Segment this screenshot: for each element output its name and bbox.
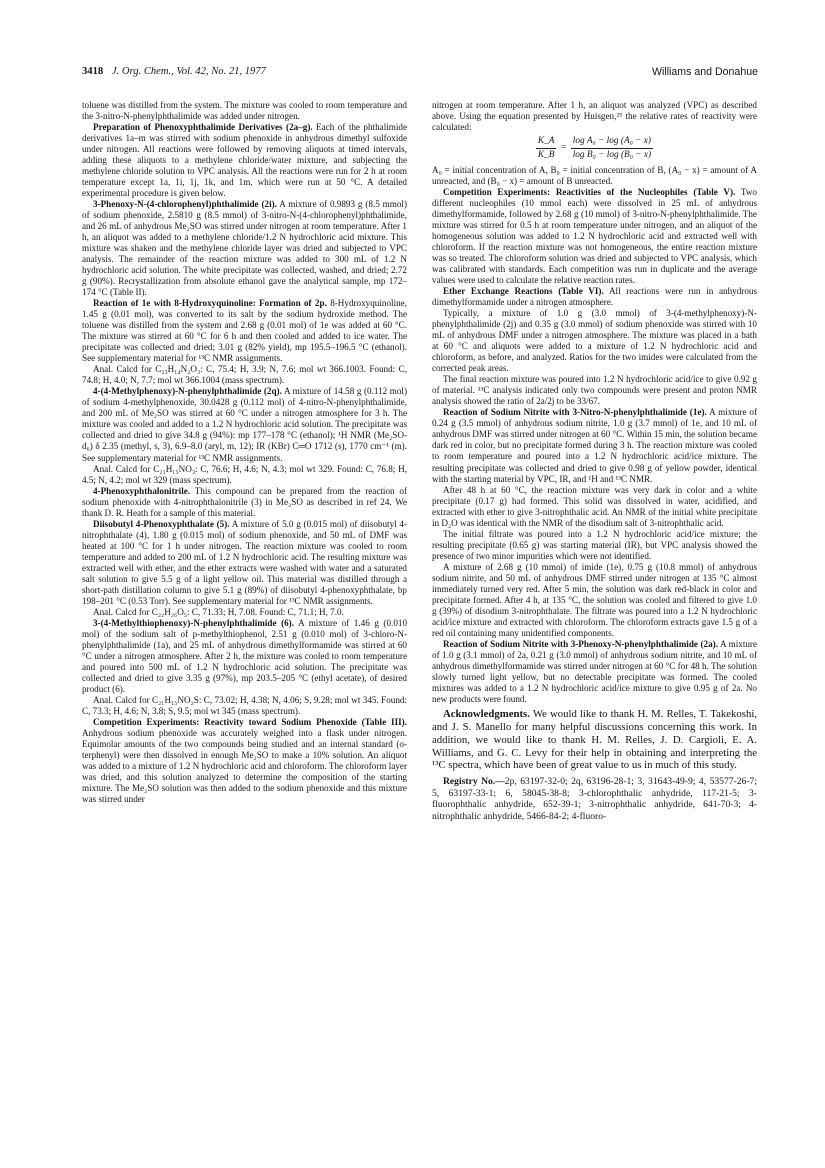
rate-intro-paragraph: nitrogen at room temperature. After 1 h, an aliquot was analyzed (VPC) as described above. Using the equation presented by Huisgen,²⁵ the relative rates of reactivity were calculated: — [432, 100, 757, 133]
paragraph-heading: Reaction of 1e with 8-Hydroxyquinoline: Formation of 2p. — [93, 298, 327, 309]
paragraph-text: This compound can be prepared from the reaction of sodium phenoxide with 4-nitrophthalonitrile (3) in Me₂SO as described in ref 24. We thank D. R. Heath for a sample of this material. — [82, 485, 407, 518]
running-head-authors: Williams and Donahue — [652, 66, 758, 78]
left-column — [82, 100, 407, 805]
paragraph — [432, 286, 757, 308]
acknowledgments-text: We would like to thank H. M. Relles, T. Takekoshi, and J. S. Manello for many helpful discussions concerning this work. In addition, we would like to thank H. M. Relles, J. D. Cargioli, E. A. Williams, and G. C. Levy for their help in obtaining and interpreting the ¹³C spectra, which have been of great value to us in much of this study. — [432, 707, 757, 772]
paragraph — [82, 364, 407, 386]
paragraph-heading: Competition Experiments: Reactivities of the Nucleophiles (Table V). — [443, 187, 736, 198]
paragraph-heading: Competition Experiments: Reactivity toward Sodium Phenoxide (Table III). — [93, 716, 407, 727]
paragraph-text: Typically, a mixture of 1.0 g (3.0 mmol) of 3-(4-methylphenoxy)-N-phenylphthalimide (2j) and 0.35 g (3.0 mmol) of sodium phenoxide was stirred with 10 mL of anhydrous DMF under a nitrogen atmosphere. The mixture was placed in a bath at 60 °C and aliquots were added to a mixture of 1.2 N hydrochloric acid and chloroform, as before, and analyzed. Ratios for the two imides were calculated from the corrected peak areas. — [432, 308, 757, 374]
journal-citation: J. Org. Chem., Vol. 42, No. 21, 1977 — [111, 66, 266, 77]
paragraph-text: A mixture of 5.0 g (0.015 mol) of diisobutyl 4-nitrophthalate (4), 1.80 g (0.015 mol) of sodium phenoxide, and 50 mL of DMF was heated at 100 °C for 1 h under nitrogen. The reaction mixture was cooled to room temperature and added to 200 mL of 1.2 N hydrochloric acid. The resulting mixture was extracted well with ether, and the ether extracts were washed with water and a saturated salt solution to give 5.5 g of a light yellow oil. This material was distilled through a short-path distillation column to give 5.1 g (89%) of diisobutyl 4-phenoxyphthalate, bp 198–201 °C (0.53 Torr). See supplementary material for ¹³C NMR assignments. — [82, 518, 408, 606]
paragraph-text: Each of the phthalimide derivatives 1a–m was stirred with sodium phenoxide in anhydrous dimethyl sulfoxide under nitrogen. All reactions were followed by removing aliquots at timed intervals, adding these aliquots to a methylene chloride/water mixture, and subjecting the methylene chloride solution to VPC analysis. All the reactions were run for 2 h at room temperature except 1a, 1i, 1j, 1k, and 1m, which were run at 50 °C. A detailed experimental procedure is given below. — [82, 122, 408, 199]
paragraph — [82, 122, 407, 199]
paragraph-text: A mixture of 0.9893 g (8.5 mmol) of sodium phenoxide, 2.5810 g (8.5 mmol) of 3-nitro-N-(4-chlorophenyl)phthalimide, and 26 mL of anhydrous Me₂SO was stirred under nitrogen at room temperature. After 1 h, an aliquot was added to a methylene chloride/1.2 N hydrochloric acid mixture. This mixture was shaken and the methylene chloride layer was dried and subjected to VPC analysis. The remainder of the reaction mixture was added to 300 mL of 1.2 N hydrochloric acid solution. The white precipitate was collected, washed, and dried; 2.72 g (90%). Recrystallization from absolute ethanol gave the analytical sample, mp 172–174 °C (Table II). — [82, 199, 407, 298]
paragraph-text: A mixture of 0.24 g (3.5 mmol) of anhydrous sodium nitrite, 1.0 g (3.7 mmol) of 1e, and 10 mL of anhydrous DMF was stirred under nitrogen at 60 °C. Within 15 min, the solution became dark red in color, but no precipitate formed during 3 h. The reaction mixture was cooled to room temperature and poured into a 1.2 N hydrochloric acid/ice mixture. The resulting precipitate was collected and dried to give 0.98 g of yellow powder, identical with the starting material by VPC, IR, and ¹H and ¹³C NMR. — [432, 407, 757, 484]
paragraph — [432, 165, 757, 187]
log-ratio-denominator: log B₀ − log (B₀ − x) — [572, 150, 652, 161]
paragraph-text: After 48 h at 60 °C, the reaction mixture was very dark in color and a white precipitate (0.17 g) had formed. This solid was dissolved in water, acidified, and extracted with ether to give 3-nitrophthalic acid. An NMR of the initial white precipitate in D₂O was identical with the NMR of the disodium salt of 3-nitrophthalic acid. — [432, 484, 757, 528]
paragraph — [82, 486, 407, 519]
paragraph-text: Anal. Calcd for C₂₁H₁₅NO₂S: C, 73.02; H, 4.38; N, 4.06; S, 9.28; mol wt 345. Found: C, 73.3; H, 4.6; N, 3.8; S, 9.5; mol wt 345 (mass spectrum). — [82, 694, 407, 716]
paragraph — [82, 464, 407, 486]
paragraph — [82, 386, 407, 463]
paragraph — [432, 485, 757, 529]
paragraph — [82, 607, 407, 618]
paragraph-text: A mixture of 14.58 g (0.112 mol) of sodium 4-methylphenoxide, 30.0428 g (0.112 mol) of 4-nitro-N-phenylphthalimide, and 200 mL of Me₂SO was stirred at 60 °C under a nitrogen atmosphere for 3 h. The mixture was cooled and added to a 1.2 N hydrochloric acid solution. The precipitate was collected and dried to give 34.8 g (94%): mp 177–178 °C (ethanol); ¹H NMR (Me₂SO-d₆) δ 2.35 (methyl, s, 3), 6.9–8.0 (aryl, m, 12); IR (KBr) C═O 1712 (s), 1770 cm⁻¹ (m). See supplementary material for ¹³C NMR assignments. — [82, 386, 408, 463]
paragraph-heading: 4-Phenoxyphthalonitrile. — [93, 485, 191, 496]
paragraph — [432, 374, 757, 407]
paragraph-text: A mixture of 1.46 g (0.010 mol) of the sodium salt of p-methylthiophenol, 2.51 g (0.010 mol) of 3-chloro-N-phenylphthalimide (1a), and 25 mL of anhydrous dimethylformamide was stirred at 60 °C under a nitrogen atmosphere. After 2 h, the mixture was cooled to room temperature and poured into 500 mL of 1.2 N hydrochloric acid solution. The precipitate was collected and dried to give 3.35 g (97%), mp 203.5–205 °C (ethyl acetate), of desired product (6). — [82, 617, 408, 694]
right-column-paragraphs — [432, 165, 757, 705]
paragraph-text: toluene was distilled from the system. The mixture was cooled to room temperature and the 3-nitro-N-phenylphthalimide was added under nitrogen. — [82, 100, 407, 122]
paragraph — [432, 562, 757, 639]
relative-rate-equation — [432, 136, 757, 161]
equals-sign: = — [560, 143, 567, 154]
paragraph — [82, 717, 407, 805]
paragraph-text: All reactions were run in anhydrous dimethylformamide under a nitrogen atmosphere. — [432, 286, 757, 308]
paragraph-text: A mixture of 2.68 g (10 mmol) of imide (1e), 0.75 g (10.8 mmol) of anhydrous sodium nitrite, and 50 mL of anhydrous DMF stirred under nitrogen at 135 °C almost immediately turned very red. After 5 min, the solution was dark red-black in color and precipitate formed. After 4 h, at 135 °C, the solution was cooled and filtered to give 1.0 g (39%) of disodium 3-nitrophthalate. The filtrate was poured into a 1.2 N hydrochloric acid/ice mixture and extracted with chloroform. The chloroform extracts gave 1.5 g of a red oil containing many unidentified components. — [432, 561, 757, 638]
paragraph — [432, 308, 757, 374]
page-number: 3418 — [82, 66, 104, 77]
paragraph — [82, 298, 407, 364]
paragraph — [82, 618, 407, 695]
paragraph-text: Anhydrous sodium phenoxide was accurately weighed into a flask under nitrogen. Equimolar amounts of the two compounds being studied and an internal standard (o-terphenyl) were then dissolved in enough Me₂SO to make a 10% solution. An aliquot was added to a mixture of 1.2 N hydrochloric acid and chloroform. The chloroform layer was dried, and this solution analyzed to determine the composition of the starting mixture. The Me₂SO solution was then added to the sodium phenoxide and this mixture was stirred under — [82, 727, 407, 804]
paragraph — [432, 639, 757, 705]
paragraph — [432, 187, 757, 286]
paragraph-heading: Reaction of Sodium Nitrite with 3-Phenoxy-N-phenylphthalimide (2a). — [443, 638, 718, 649]
paragraph-heading: 3-Phenoxy-N-(4-chlorophenyl)phthalimide (2i). — [93, 199, 277, 210]
paragraph-text: A mixture of 1.0 g (3.1 mmol) of 2a, 0.21 g (3.0 mmol) of anhydrous sodium nitrite, and 10 mL of anhydrous dimethylformamide was stirred under nitrogen at 60 °C for 48 h. The solution slowly turned light yellow, but no detectable precipitate was formed. The cooled mixtures was added to a 1.2 N hydrochloric acid/ice mixture to give 0.95 g of 2a. No new products were found. — [432, 638, 758, 704]
running-head — [82, 66, 758, 82]
paragraph-text: Anal. Calcd for C₂₂H₂₆O₅: C, 71.33; H, 7.08. Found: C, 71.1; H, 7.0. — [93, 606, 344, 617]
paragraph-heading: Diisobutyl 4-Phenoxyphthalate (5). — [93, 518, 230, 529]
paragraph-heading: Ether Exchange Reactions (Table VI). — [443, 286, 604, 297]
rate-ratio-fraction — [536, 136, 557, 161]
paragraph-heading: 4-(4-Methylphenoxy)-N-phenylphthalimide (2q). — [93, 386, 282, 397]
paragraph-text: Two different nucleophiles (10 mmol each) were dissolved in 25 mL of anhydrous dimethylformamide, followed by 2.68 g (10 mmol) of 3-nitro-N-phenylphthalimide. The mixture was stirred for 0.5 h at room temperature under nitrogen, and an aliquot of the homogeneous solution was added to 1.2 N hydrochloric acid and extracted well with chloroform. If the reaction mixture was not homogeneous, the entire reaction mixture was so treated. The chloroform solution was dried and subjected to VPC analysis, which was calibrated with standards. Each competition was run in duplicate and the average values were used to calculate the relative reaction rates. — [432, 187, 757, 286]
log-ratio-numerator: log A₀ − log (A₀ − x) — [571, 136, 653, 149]
paragraph-text: The initial filtrate was poured into a 1.2 N hydrochloric acid/ice mixture; the resulting precipitate (0.65 g) was starting material (IR), but VPC analysis showed the presence of two minor impurities which were not identified. — [432, 528, 757, 561]
paragraph — [82, 519, 407, 607]
rate-ratio-denominator: K_B — [537, 150, 555, 161]
paragraph — [432, 407, 757, 484]
log-ratio-fraction — [571, 136, 653, 161]
right-column — [432, 100, 757, 822]
acknowledgments-heading: Acknowledgments. — [443, 707, 530, 720]
paragraph-heading: Reaction of Sodium Nitrite with 3-Nitro-N-phenylphthalimide (1e). — [443, 407, 707, 418]
rate-ratio-numerator: K_A — [536, 136, 557, 149]
paragraph — [82, 100, 407, 122]
paragraph — [82, 695, 407, 717]
paragraph-text: 8-Hydroxyquinoline, 1.45 g (0.01 mol), was converted to its salt by the sodium hydroxide method. The toluene was distilled from the system and 2.68 g (0.01 mol) of 1e was added at 60 °C. The mixture was stirred at 60 °C for 6 h and then cooled and added to ice water. The precipitate was collected and dried; 3.01 g (82% yield), mp 195.5–196.5 °C (ethanol). See supplementary material for ¹³C NMR assignments. — [82, 298, 407, 364]
acknowledgments-paragraph — [432, 708, 757, 773]
paragraph-text: The final reaction mixture was poured into 1.2 N hydrochloric acid/ice to give 0.92 g of material. ¹³C analysis indicated only two compounds were present and proton NMR analysis showed the ratio of 2a/2j to be 33/67. — [432, 374, 757, 407]
paragraph-heading: 3-(4-Methylthiophenoxy)-N-phenylphthalimide (6). — [93, 617, 294, 628]
paragraph-text: A₀ = initial concentration of A, B₀ = initial concentration of B, (A₀ − x) = amount of A unreacted, and (B₀ − x) = amount of B unreacted. — [432, 165, 757, 187]
paragraph-text: Anal. Calcd for C₂₁H₁₅NO₃: C, 76.6; H, 4.6; N, 4.3; mol wt 329. Found: C, 76.8; H, 4.5; N, 4.2; mol wt 329 (mass spectrum). — [82, 463, 407, 485]
registry-heading: Registry No.— — [443, 776, 505, 788]
paragraph-text: Anal. Calcd for C₂₃H₁₄N₂O₃: C, 75.4; H, 3.9; N, 7.6; mol wt 366.1003. Found: C, 74.8; H, 4.0; N, 7.7; mol wt 366.1004 (mass spectrum). — [82, 364, 407, 386]
registry-text: 2p, 63197-32-0; 2q, 63196-28-1; 3, 31643-49-9; 4, 53577-26-7; 5, 63197-33-1; 6, 58045-38-8; 3-chlorophthalic anhydride, 117-21-5; 3-fluorophthalic anhydride, 652-39-1; 3-nitrophthalic anhydride, 641-70-3; 4-nitrophthalic anhydride, 5466-84-2; 4-fluoro- — [432, 776, 757, 822]
registry-paragraph — [432, 776, 757, 822]
paragraph — [432, 529, 757, 562]
paragraph — [82, 199, 407, 298]
paragraph-heading: Preparation of Phenoxyphthalimide Derivatives (2a–g). — [93, 122, 313, 133]
